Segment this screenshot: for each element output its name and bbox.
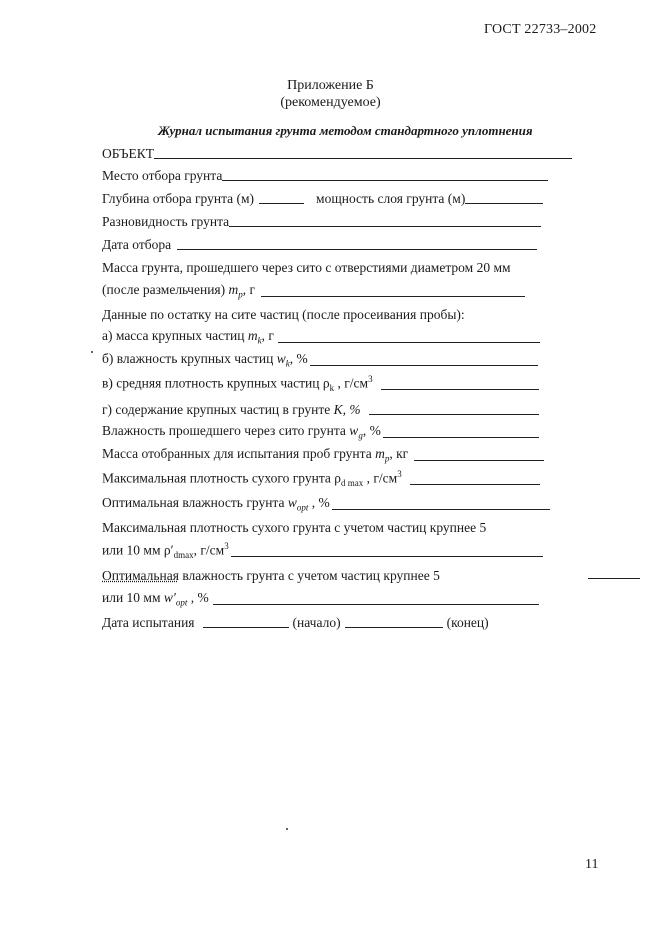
sampling-date-row (102, 233, 537, 253)
residue-heading-row (102, 303, 465, 323)
coarse-density-field[interactable] (381, 388, 539, 390)
test-end-label: (конец) (446, 615, 489, 630)
coarse-density-row (102, 373, 539, 393)
scan-speck (286, 828, 288, 830)
coarse-mass-label: а) масса крупных частиц $m_k$, г (102, 328, 274, 346)
coarse-mass-field[interactable] (278, 341, 540, 343)
standard-code: ГОСТ 22733–2002 (484, 22, 597, 37)
annex-subtitle: (рекомендуемое) (280, 95, 381, 110)
scan-speck (91, 351, 93, 353)
layer-thickness-label: мощность слоя грунта (м) (316, 191, 466, 206)
sampling-place-row (102, 164, 548, 184)
max-density-row (102, 468, 540, 488)
sampling-place-label: Место отбора грунта (102, 168, 223, 183)
coarse-moisture-field[interactable] (310, 364, 538, 366)
object-label: ОБЪЕКТ (102, 146, 155, 161)
max-density-corr-label: Максимальная плотность сухого грунта с учетом частиц крупнее 5 (102, 520, 487, 535)
soil-variety-row (102, 210, 541, 230)
max-density-label: Максимальная плотность сухого грунта $\rho_{d max}$ , $г/см^3$ (102, 468, 402, 488)
test-start-label: (начало) (292, 615, 341, 630)
sieved-mass-row-2 (102, 280, 525, 300)
sieved-moisture-label: Влажность прошедшего через сито грунта $w_g$, % (102, 423, 381, 441)
sieved-mass-row-1 (102, 256, 511, 276)
opt-moisture-row (102, 493, 550, 513)
coarse-content-field[interactable] (369, 413, 539, 415)
page-number: 11 (585, 857, 599, 872)
sampling-depth-label: Глубина отбора грунта (м) (102, 191, 255, 206)
sieved-mass-label-2: (после размельчения) $m_p$, г (102, 282, 256, 300)
sampling-date-field[interactable] (177, 248, 537, 250)
coarse-content-row (102, 398, 539, 418)
sieved-moisture-row (102, 421, 539, 441)
coarse-density-label: в) средняя плотность крупных частиц $\rho_k$ , $г/см^3$ (102, 373, 373, 393)
coarse-moisture-row (102, 349, 538, 369)
sieved-mass-field[interactable] (261, 295, 525, 297)
depth-row (102, 187, 543, 207)
max-density-corr-row-1 (102, 516, 486, 536)
journal-title: Журнал испытания грунта методом стандартного уплотнения (158, 123, 533, 138)
sampling-place-field[interactable] (222, 179, 548, 181)
coarse-mass-row (102, 326, 540, 346)
margin-line (588, 578, 640, 579)
max-density-corr-row-2 (102, 540, 543, 560)
annex-title: Приложение Б (287, 78, 374, 93)
soil-variety-label: Разновидность грунта (102, 214, 230, 229)
max-density-corr-label-2: или 10 мм $\rho'_{dmax}$, $г/см^3$ (102, 540, 229, 560)
max-density-corr-field[interactable] (231, 555, 543, 557)
test-date-label: Дата испытания (102, 615, 195, 630)
opt-moisture-label: Оптимальная влажность грунта $w_{opt}$ , % (102, 495, 330, 513)
opt-moisture-corr-label: Оптимальная влажность грунта с учетом частиц крупнее 5 (102, 568, 440, 583)
test-end-field[interactable] (345, 626, 443, 628)
max-density-field[interactable] (410, 483, 540, 485)
opt-moisture-corr-label-2: или 10 мм $w'_{opt}$ , % (102, 590, 209, 608)
soil-variety-field[interactable] (229, 225, 541, 227)
layer-thickness-field[interactable] (465, 202, 543, 204)
object-row (102, 142, 572, 162)
coarse-content-label: г) содержание крупных частиц в грунте K, % (102, 402, 361, 417)
coarse-moisture-label: б) влажность крупных частиц $w_k$, % (102, 351, 308, 369)
test-date-row (102, 611, 489, 631)
sieved-moisture-field[interactable] (383, 436, 539, 438)
samples-mass-label: Масса отобранных для испытания проб грунта $m_p$, кг (102, 446, 409, 464)
opt-moisture-corr-row-2 (102, 588, 539, 608)
object-field[interactable] (154, 157, 572, 159)
sieved-mass-label: Масса грунта, прошедшего через сито с отверстиями диаметром 20 мм (102, 260, 511, 275)
residue-heading: Данные по остатку на сите частиц (после просеивания пробы): (102, 307, 465, 322)
sampling-depth-field[interactable] (259, 202, 304, 204)
sampling-date-label: Дата отбора (102, 237, 172, 252)
opt-moisture-corr-field[interactable] (213, 603, 539, 605)
samples-mass-row (102, 444, 544, 464)
opt-moisture-corr-row-1 (102, 564, 440, 584)
test-start-field[interactable] (203, 626, 289, 628)
samples-mass-field[interactable] (414, 459, 544, 461)
opt-moisture-field[interactable] (332, 508, 550, 510)
